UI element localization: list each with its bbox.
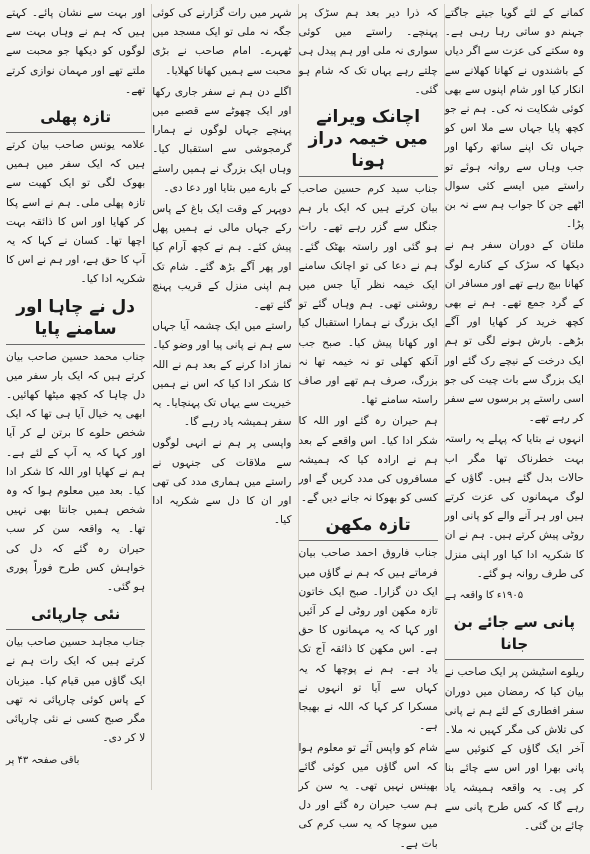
section-heading: دل نے چاہا اور سامنے پایا — [6, 296, 145, 345]
paragraph: شہر میں رات گزارنے کی کوئی جگہ نہ ملی تو ایک مسجد میں ٹھہرے۔ امام صاحب نے بڑی محبت سے ہمیں کھانا کھلایا۔ — [152, 7, 292, 77]
paragraph: اور بہت سے نشان پائے۔ کہتے ہیں کہ ہم نے وہاں بہت سے لوگوں کو دیکھا جو محبت سے ملتے تھے اور مہمان نوازی کرتے تھے۔ — [6, 7, 146, 96]
paragraph: واپسی پر ہم نے انہی لوگوں سے ملاقات کی جنہوں نے راستے میں ہماری مدد کی تھی اور ان کا دل سے شکریہ ادا کیا۔ — [152, 437, 292, 527]
paragraph: جناب مجاہد حسین صاحب بیان کرتے ہیں کہ ایک رات ہم نے ایک گاؤں میں قیام کیا۔ میزبان کے پاس کوئی چارپائی نہ تھی مگر صبح کسی نے نئی چارپائی لا کر دی۔ — [6, 636, 146, 745]
paragraph: جناب فاروق احمد صاحب بیان فرماتے ہیں کہ ہم نے گاؤں میں ایک دن گزارا۔ صبح ایک خاتون تازہ مکھن اور روٹی لے کر آئیں اور کہا کہ یہ مہمانوں کا حق ہے۔ اس مکھن کا ذائقہ آج تک یاد ہے۔ ہم نے پوچھا کہ یہ کہاں سے آیا تو انہوں نے مسکرا کر کہا کہ اللہ نے بھیجا ہے۔ — [298, 547, 438, 733]
paragraph: راستے میں ایک چشمہ آیا جہاں سے ہم نے پانی پیا اور وضو کیا۔ نماز ادا کرنے کے بعد ہم نے اللہ کا شکر ادا کیا کہ اس نے ہمیں خیریت سے یہاں تک پہنچایا۔ یہ سفر ہمیشہ یاد رہے گا۔ — [152, 320, 292, 429]
column-left — [6, 4, 145, 790]
paragraph: علامہ یونس صاحب بیان کرتے ہیں کہ ایک سفر میں ہمیں بھوک لگی تو ایک کھیت سے تازہ پھلی ملی۔ ہم نے اسے پکا کر کھایا اور اس کا ذائقہ بہت اچھا تھا۔ کسان نے کہا کہ یہ آپ کا حق ہے، اور ہم نے اس کا شکریہ ادا کیا۔ — [6, 139, 146, 286]
section-heading: تازہ مکھن — [299, 514, 438, 541]
date-note: ۱۹۰۵ء کا واقعہ ہے — [444, 590, 524, 602]
paragraph: انہوں نے بتایا کہ پہلے یہ راستہ بہت خطرناک تھا مگر اب حالات بدل گئے ہیں۔ گاؤں کے لوگ مہمانوں کی عزت کرتے ہیں اور ہر آنے والے کو پانی اور روٹی پیش کرتے ہیں۔ ہم نے ان کا شکریہ ادا کیا اور اپنی منزل کی طرف روانہ ہو گئے۔ — [444, 433, 584, 580]
column-mid-left — [151, 4, 291, 790]
paragraph: ملتان کے دوران سفر ہم نے دیکھا کہ سڑک کے کنارے لوگ کھانا بیچ رہے تھے اور مسافر ان کے گرد جمع تھے۔ ہم نے بھی کچھ خرید کر کھایا اور آگے بڑھے۔ بارش ہونے لگی تو ہم ایک درخت کے نیچے رک گئے اور ایک بزرگ سے بات چیت کی جو اسی راستے پر برسوں سے سفر کر رہے تھے۔ — [444, 239, 584, 425]
section-heading: پانی سے جائے بن جانا — [445, 611, 584, 660]
column-right — [444, 4, 584, 832]
paragraph: ہم حیران رہ گئے اور اللہ کا شکر ادا کیا۔ اس واقعے کے بعد ہم نے ارادہ کیا کہ ہمیشہ مسافروں کی مدد کریں گے اور کسی کو بھوکا نہ جانے دیں گے۔ — [298, 415, 438, 505]
section-heading: تازہ پھلی — [6, 106, 145, 133]
section-heading: اچانک ویرانے میں خیمہ دراز ہونا — [299, 106, 438, 177]
paragraph: کمانے کے لئے گویا جیتے جاگتے جہنم دو ساتی رہا رہی ہے۔ وہ سکتے کی عزت سے اگر دیاں کے باشندوں نے کھانا کھلانے سے انکار کیا اور شام اپنوں سے بھی کوئی شکایت نہ کی۔ ہم نے جو کچھ پایا جہاں سے ملا اس کو جہاں تک اپنے ساتھ رکھا اور جب وہاں سے روانہ ہوئے تو راستے میں ایسے کئی سوال اٹھے جن کا جواب ہم سے نہ بن پڑا۔ — [444, 7, 584, 231]
paragraph: دوپہر کے وقت ایک باغ کے پاس رکے جہاں مالی نے ہمیں پھل پیش کئے۔ ہم نے کچھ آرام کیا اور پھر آگے بڑھ گئے۔ شام تک ہم اپنی منزل کے قریب پہنچ گئے تھے۔ — [152, 203, 292, 312]
paragraph: شام کو واپس آئے تو معلوم ہوا کہ اس گاؤں میں کوئی گائے بھینس نہیں تھی۔ یہ سن کر ہم سب حیران رہ گئے اور دل میں سوچا کہ یہ سب کرم کی بات ہے۔ — [298, 741, 438, 850]
paragraph: کہ ذرا دیر بعد ہم سڑک پر پہنچے۔ راستے میں کوئی سواری نہ ملی اور ہم پیدل ہی چلتے رہے یہاں تک کہ شام ہو گئی۔ — [298, 7, 438, 96]
paragraph: اگلے دن ہم نے سفر جاری رکھا اور ایک چھوٹے سے قصبے میں پہنچے جہاں لوگوں نے ہمارا گرمجوشی سے استقبال کیا۔ وہاں ایک بزرگ نے ہمیں راستے کے بارے میں بتایا اور دعا دی۔ — [152, 85, 292, 194]
column-mid-right — [298, 4, 438, 850]
paragraph: جناب محمد حسین صاحب بیان کرتے ہیں کہ ایک بار سفر میں دل چاہا کہ کچھ میٹھا کھائیں۔ ابھی یہ خیال آیا ہی تھا کہ ایک شخص حلوے کا برتن لے کر آیا اور کہا کہ یہ آپ کے لئے ہے۔ ہم نے کھایا اور اللہ کا شکر ادا کیا۔ بعد میں معلوم ہوا کہ وہ شخص ہمیں جانتا بھی نہیں تھا۔ یہ واقعہ سن کر سب حیران رہ گئے کہ دل کی خواہش کس طرح فوراً پوری ہو گئی۔ — [6, 350, 146, 594]
continued-note: باقی صفحہ ۴۳ پر — [6, 754, 80, 766]
paragraph: ریلوے اسٹیشن پر ایک صاحب نے بیان کیا کہ رمضان میں دوران سفر افطاری کے لئے ہم نے پانی کی تلاش کی مگر کہیں نہ ملا۔ آخر ایک گاؤں کے کنوئیں سے پانی بھرا اور اس سے چائے بنا کر پی۔ یہ واقعہ ہمیشہ یاد رہے گا کہ کس طرح پانی سے چائے بن گئی۔ — [444, 666, 584, 832]
paragraph: جناب سید کرم حسین صاحب بیان کرتے ہیں کہ ایک بار ہم جنگل سے گزر رہے تھے۔ رات ہو گئی اور راستہ بھٹک گئے۔ ہم نے دعا کی تو اچانک سامنے ایک خیمہ نظر آیا جس میں روشنی تھی۔ ہم وہاں گئے تو ایک بزرگ نے ہمارا استقبال کیا اور کھانا پیش کیا۔ صبح جب آنکھ کھلی تو نہ خیمہ تھا نہ بزرگ، صرف ہم تھے اور صاف راستہ سامنے تھا۔ — [298, 183, 438, 407]
section-heading: نئی چارپائی — [6, 603, 145, 630]
